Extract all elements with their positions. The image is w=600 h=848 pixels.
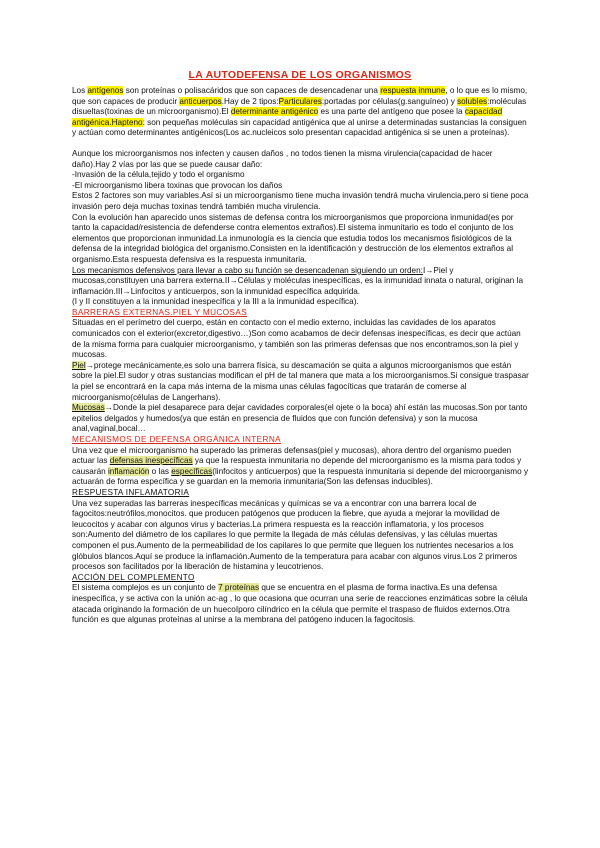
term-piel: Piel (72, 360, 86, 370)
term-7-proteinas: 7 proteínas (218, 583, 260, 593)
paragraph-evolucion: Con la evolución han aparecido unos sistemas de defensa contra los microorganismos que proporciona inmunidad(es por tanto la capacidad/resistencia de defenderse contra elementos extraños).El sistema inmunitario es todo el conjunto de los elementos que proporcionan inmunidad.La inmunología es la ciencia que estudia todos los mecanismos fisiológicos de la defensa de la integridad biológica del organismo.Consisten en la identificación y destrucción de los elementos extraños al organismo.Esta respuesta defensiva es la respuesta inmunitaria. (72, 212, 514, 264)
text: o las (149, 466, 172, 476)
text: : son pequeñas moléculas sin capacidad antigénica que al unirse a determinadas sustancias la consiguen y actúan como determinantes antigénicos(Los ac.nucleicos solo presentan capacidad antigénica si se unen a proteínas). (72, 117, 527, 138)
document-title: LA AUTODEFENSA DE LOS ORGANISMOS (188, 69, 412, 81)
underlined-text: Los mecanismos defensivos para llevar a cabo su función se desencadenan siguiendo un orden: (72, 265, 423, 275)
term-inflamacion: inflamación (107, 466, 150, 476)
text: →Donde la piel desaparece para dejar cavidades corporales(el ojete o la boca) ahí están las mucosas.Son por tanto epitelios delgados y humedos(ya que están en presencia de fluidos que con función defensiva) y son la mucosa anal,vaginal,bocal… (72, 403, 528, 434)
text: →protege mecánicamente,es solo una barrera física, su descamación se quita a algunos microorganismos que están sobre la piel.El sudor y otras sustancias modifican el pH de tal manera que mata a los microorganismos.Si consigue traspasar la piel se encontrará en la capa más interna de la misma unas células fagocíticas que tratarán de comerse al microorganismo(células de Langerhans). (72, 360, 529, 402)
text: Los (72, 86, 88, 95)
section-heading-mecanismos: MECANISMOS DE DEFENSA ORGÁNICA INTERNA (72, 435, 281, 444)
text: El sistema complejos es un conjunto de (72, 583, 219, 593)
section-heading-barreras: BARRERAS EXTERNAS.PIEL Y MUCOSAS (72, 307, 248, 317)
highlight-antigenos: antígenos (87, 86, 124, 95)
paragraph-complemento (72, 583, 532, 625)
term-defensas-inespecificas: defensas inespecíficas (109, 456, 193, 466)
highlight-determinante: determinante antigénico (230, 107, 319, 117)
highlight-solubles: solubles (457, 96, 488, 106)
document-body (72, 86, 532, 626)
text: son proteínas o polisacáridos que son capaces de desencadenar una (123, 86, 381, 95)
paragraph-mucosas (72, 403, 532, 435)
highlight-particulares: Particulares (278, 96, 322, 106)
text: que se encuentra en el plasma de forma inactiva.Es una defensa inespecífica, y se activa con la unión ac-ag , lo que ocasiona que ocurran una serie de reacciones enzimáticas sobre la célula atacada originando la formación de un huecoIporo cilíndrico en la célula que permite el traspaso de fluidos externos.Otra función es que algunas proteínas al unirse a la membrana del patógeno inducen la fagocitosis. (72, 583, 528, 625)
term-especificas: específicas (171, 466, 213, 476)
text: :moléculas disueltas(toxinas de un microorganismo).El (72, 96, 527, 117)
list-item: -Invasión de la célula,tejido y todo el organismo (72, 170, 245, 180)
paragraph-barreras: Situadas en el perímetro del cuerpo, están en contacto con el medio externo, incluidas las cavidades de los aparatos comunicados con el exterior(excretor,digestivo…)Son como acabamos de decir defensas inespecíficas, es decir que actúan de la misma forma para cualquier microorganismo, y también son las primeras defensas que nos encontramos,son la piel y mucosas. (72, 318, 521, 360)
section-heading-complemento: ACCIÓN DEL COMPLEMENTO (72, 572, 195, 582)
highlight-anticuerpos: anticuerpos (179, 96, 222, 106)
text: :portadas por células(g.sanguíneo) y (321, 96, 458, 106)
paragraph-factores: Estos 2 factores son muy variables.Así si un microorganismo tiene mucha invasión tendrá mucha virulencia,pero si tiene poca invasión pero deja muchas toxinas tendrá también mucha virulencia. (72, 191, 529, 211)
paragraph-mecanismos (72, 266, 532, 298)
highlight-capacidad-antigenica: capacidad antigénica. (72, 107, 503, 127)
text: es una parte del antígeno que posee la (318, 107, 465, 117)
paragraph-inflamatoria: Una vez superadas las barreras inespecíficas mecánicas y químicas se va a encontrar con una barrera local de fagocitos:neutrófilos,monocitos. que producen patógenos que producen la fiebre, que ayuda a mejorar la movilidad de leucocitos y acabar con algunos virus y bacterias.La primera respuesta es la reacción inflamatoria, y los procesos son:Aumento del diámetro de los capilares lo que permite la llegada de más células defensivas, y las células muertas componen el pus.Aumento de la permeabilidad de los capilares lo que permite que lleguen los nutrientes necesarios a los glóbulos blancos.Aquí se produce la inflamación.Aumento de la temperatura para acabar con algunos virus.Los 2 primeros procesos son facilitados por la liberación de histamina y leucotrienos. (72, 498, 518, 572)
list-item: -El microorganismo libera toxinas que provocan los daños (72, 180, 283, 190)
paragraph-note: (I y II constituyen a la inmunidad inespecífica y la III a la inmunidad específica). (72, 297, 359, 307)
paragraph-virulencia: Aunque los microorganismos nos infecten y causen daños , no todos tienen la misma virulencia(capacidad de hacer daño).Hay 2 vías por las que se puede causar daño: (72, 148, 493, 169)
text: .Hay de 2 tipos: (221, 96, 279, 106)
text: , o lo que es lo mismo, que son capaces de producir (72, 86, 528, 106)
text: (linfocitos y anticuerpos) que la respuesta inmunitaria si depende del microorganismo y actuarán de forma específica y se guardan en la memoria inmunitaria(Son las defensas inducibles). (72, 466, 529, 487)
text: Una vez que el microorganismo ha superado las primeras defensas(piel y mucosas), ahora dentro del organismo pueden actuar las (72, 445, 512, 466)
paragraph-defensa-interna (72, 446, 532, 488)
paragraph-antigenos (72, 86, 532, 139)
highlight-hapteno: Hapteno (111, 117, 143, 127)
text: ya que la respuesta inmunitaria no depende del microorganismo es la misma para todos y causarán (72, 456, 522, 476)
text: I→Piel y mucosas,constituyen una barrera externa.II→Células y moléculas inespecíficas, es la inmunidad innata o natural, originan la inflamación.III→Linfocitos y anticuerpos, son la inmunidad específica adquirida. (72, 265, 524, 296)
section-heading-inflamatoria: RESPUESTA INFLAMATORIA (72, 487, 190, 497)
highlight-respuesta-inmune: respuesta inmune (380, 86, 446, 95)
term-mucosas: Mucosas (72, 403, 105, 413)
paragraph-piel (72, 361, 532, 403)
